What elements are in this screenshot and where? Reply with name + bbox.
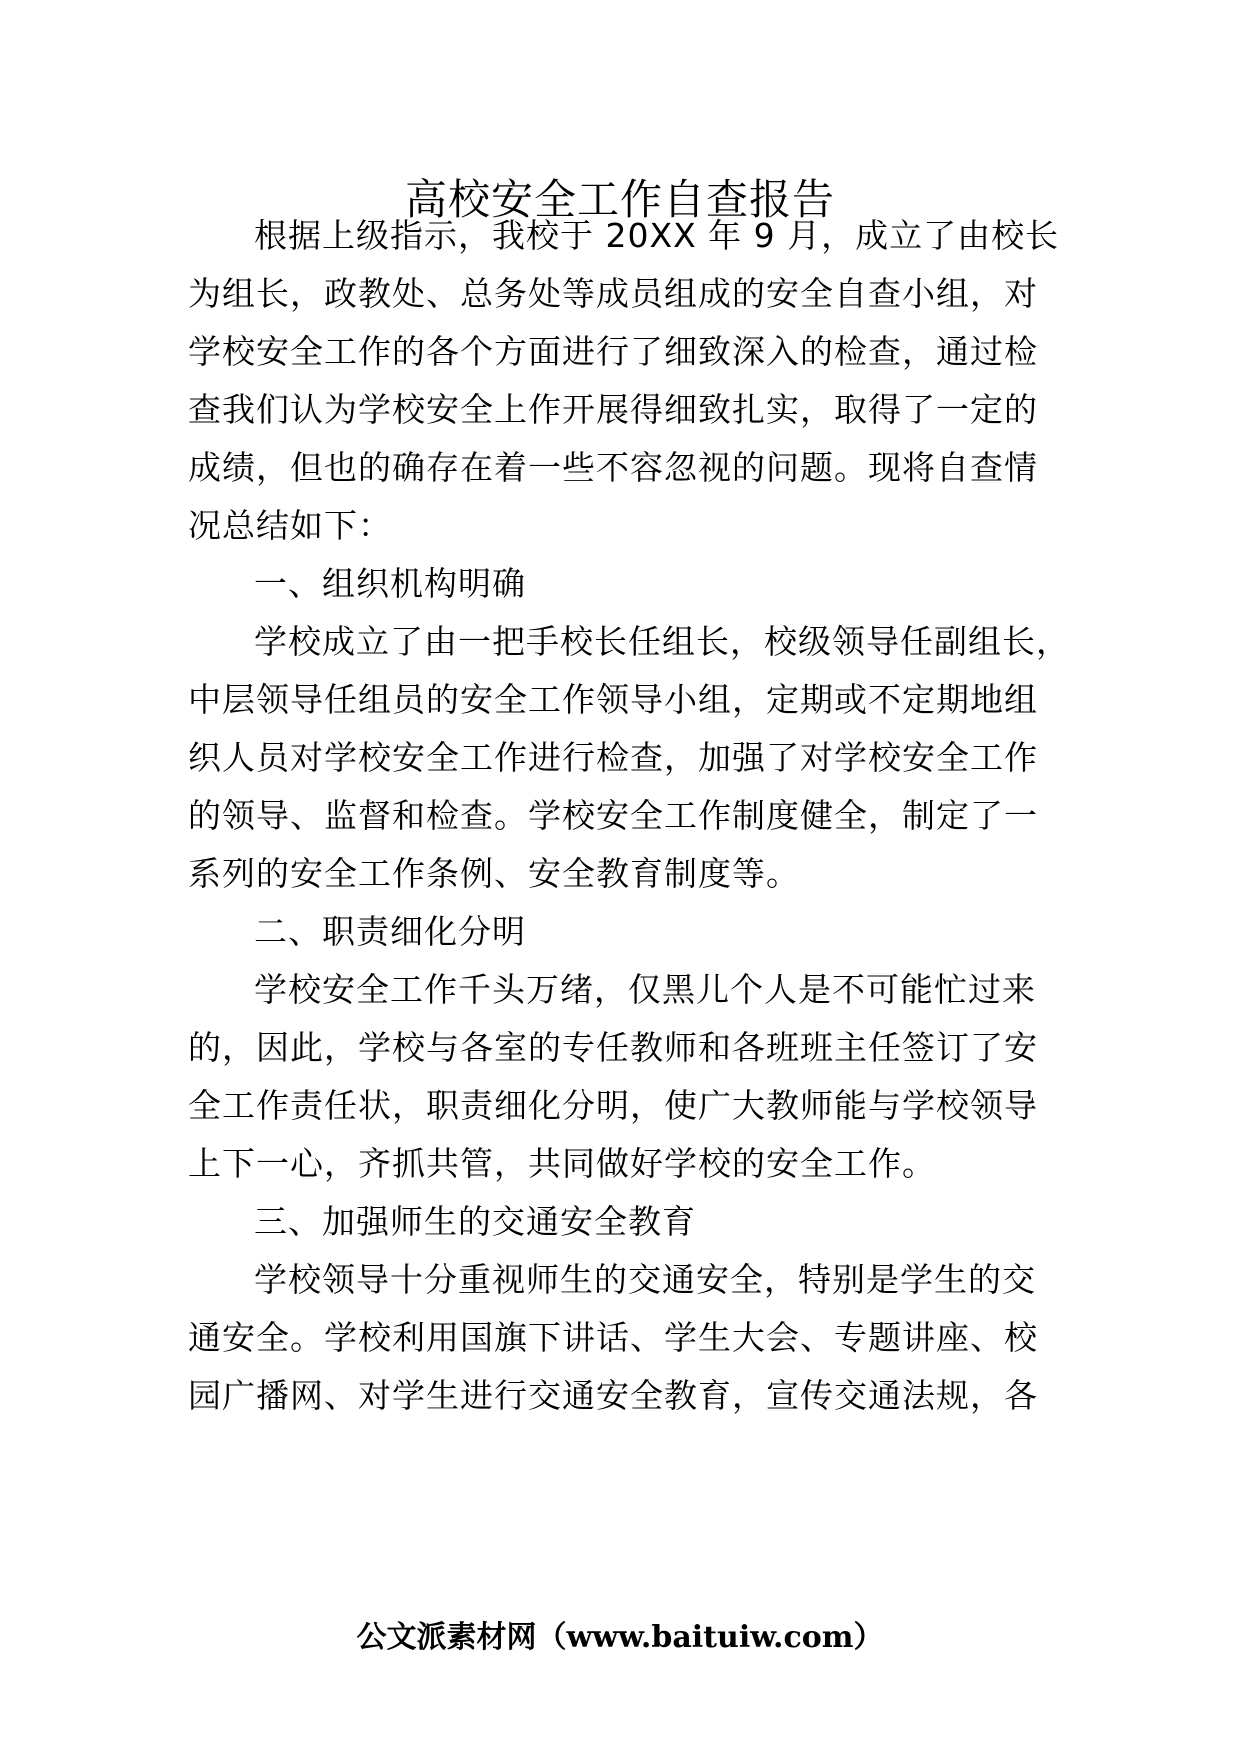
section-heading: 一、组织机构明确 <box>254 564 526 603</box>
paragraph-line: 况总结如下： <box>188 506 392 545</box>
paragraph-line: 成绩，但也的确存在着一些不容忽视的问题。现将自查情 <box>188 448 1038 487</box>
paragraph-line: 学校安全工作千头万绪，仅黑儿个人是不可能忙过来 <box>254 970 1036 1009</box>
paragraph-line: 全工作责任状，职责细化分明，使广大教师能与学校领导 <box>188 1086 1038 1125</box>
paragraph-line: 织人员对学校安全工作进行检查，加强了对学校安全工作 <box>188 738 1038 777</box>
section-heading: 三、加强师生的交通安全教育 <box>254 1202 696 1241</box>
paragraph-line: 通安全。学校利用国旗下讲话、学生大会、专题讲座、校 <box>188 1318 1038 1357</box>
paragraph-line: 的领导、监督和检查。学校安全工作制度健全，制定了一 <box>188 796 1038 835</box>
paragraph-line: 的，因此，学校与各室的专任教师和各班班主任签订了安 <box>188 1028 1038 1067</box>
paragraph-line: 为组长，政教处、总务处等成员组成的安全自查小组，对 <box>188 274 1038 313</box>
paragraph-line: 学校成立了由一把手校长任组长，校级领导任副组长， <box>254 622 1070 661</box>
footer-source-text: 公文派素材网（www.baituiw.com） <box>356 1620 884 1655</box>
paragraph-line: 学校领导十分重视师生的交通安全，特别是学生的交 <box>254 1260 1036 1299</box>
section-heading: 二、职责细化分明 <box>254 912 526 951</box>
document-title: 高校安全工作自查报告 <box>404 175 835 224</box>
paragraph-line: 园广播网、对学生进行交通安全教育，宣传交通法规，各 <box>188 1376 1038 1415</box>
paragraph-line: 学校安全工作的各个方面进行了细致深入的检查，通过检 <box>188 332 1038 371</box>
paragraph-line: 根据上级指示，我校于 20XX 年 9 月，成立了由校长 <box>254 216 1060 255</box>
paragraph-line: 上下一心，齐抓共管，共同做好学校的安全工作。 <box>188 1144 936 1183</box>
paragraph-line: 中层领导任组员的安全工作领导小组，定期或不定期地组 <box>188 680 1038 719</box>
paragraph-line: 查我们认为学校安全上作开展得细致扎实，取得了一定的 <box>188 390 1038 429</box>
paragraph-line: 系列的安全工作条例、安全教育制度等。 <box>188 854 800 893</box>
